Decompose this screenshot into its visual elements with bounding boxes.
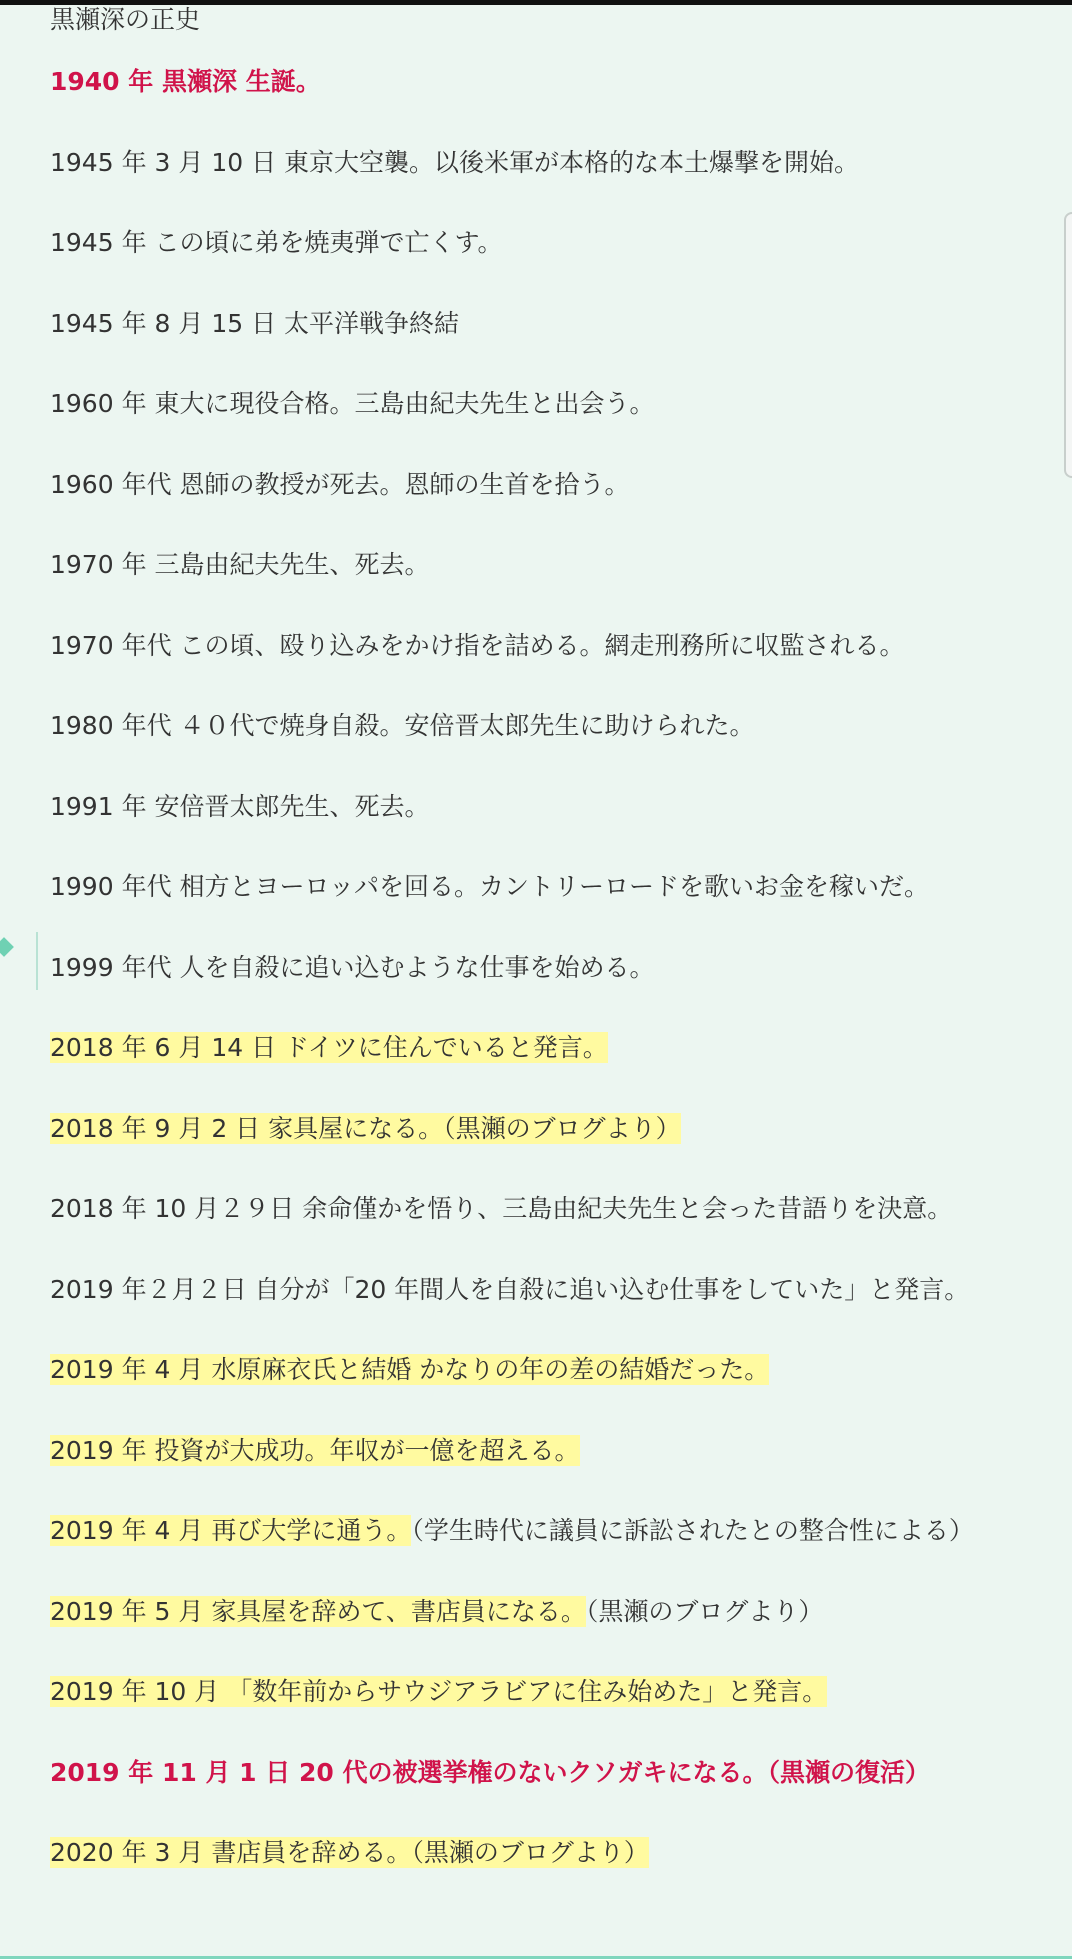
timeline-entry-text: 1991 年 安倍晋太郎先生、死去。: [50, 791, 430, 821]
timeline-entry: [50, 789, 430, 825]
timeline-entry: [50, 1513, 974, 1549]
scrollbar-handle[interactable]: [1064, 212, 1072, 478]
timeline-entry-text: 1940 年 黒瀬深 生誕。: [50, 67, 321, 96]
timeline-entry-text: 2019 年 4 月 再び大学に通う。: [50, 1516, 412, 1545]
timeline-entry-text: 1980 年代 ４０代で焼身自殺。安倍晋太郎先生に助けられた。: [50, 711, 755, 740]
timeline-entry: [50, 306, 459, 342]
timeline-entry-text: 1945 年 この頃に弟を焼夷弾で亡くす。: [50, 228, 503, 257]
timeline-entry-text: 2019 年２月２日 自分が「20 年間人を自殺に追い込む仕事をしていた」と発言。: [50, 1274, 970, 1304]
timeline-entry: [50, 1594, 823, 1630]
timeline-entry: [50, 1191, 952, 1227]
timeline-entry-text: 2019 年 11 月 1 日 20 代の被選挙権のないクソガキになる。（黒瀬の復活）: [50, 1757, 930, 1787]
timeline-entry-text: 1960 年 東大に現役合格。三島由紀夫先生と出会う。: [50, 389, 655, 418]
timeline-entry-text: （学生時代に議員に訴訟されたとの整合性による）: [411, 1516, 974, 1545]
timeline-entry-text: 1960 年代 恩師の教授が死去。恩師の生首を拾う。: [50, 469, 630, 499]
timeline-entry: [50, 869, 929, 905]
timeline-entry: [50, 628, 905, 664]
timeline-entry: [50, 1352, 769, 1388]
timeline-entry: [50, 225, 503, 261]
timeline-entry-text: 1945 年 8 月 15 日 太平洋戦争終結: [50, 308, 460, 338]
timeline-entry-text: 2019 年 10 月 「数年前からサウジアラビアに住み始めた」と発言。: [50, 1677, 828, 1706]
timeline-entry: [50, 145, 859, 181]
timeline-entry-text: 2020 年 3 月 書店員を辞める。（黒瀬のブログより）: [50, 1838, 649, 1867]
timeline-entry-text: 1990 年代 相方とヨーロッパを回る。カントリーロードを歌いお金を稼いだ。: [50, 872, 930, 901]
timeline-entry: [50, 1835, 649, 1871]
timeline-entry: [50, 1755, 930, 1791]
timeline-entry: [50, 1272, 969, 1308]
timeline-entry: [50, 467, 630, 503]
timeline-entry: [50, 1030, 608, 1066]
timeline-entry: [50, 64, 321, 100]
timeline-entry-text: 1970 年代 この頃、殴り込みをかけ指を詰める。網走刑務所に収監される。: [50, 630, 905, 660]
timeline-entry: [50, 1433, 580, 1469]
timeline-entry: [50, 1674, 827, 1710]
timeline-entry-text: 2018 年 6 月 14 日 ドイツに住んでいると発言。: [50, 1033, 608, 1062]
timeline-entry: [50, 708, 755, 744]
diamond-marker-icon[interactable]: [0, 937, 14, 957]
timeline-entry: [50, 1111, 681, 1147]
timeline-entry-text: 2019 年 5 月 家具屋を辞めて、書店員になる。: [50, 1596, 586, 1626]
timeline-entry-text: 1999 年代 人を自殺に追い込むような仕事を始める。: [50, 952, 655, 982]
timeline-entry: [50, 547, 430, 583]
timeline-entry-text: 1945 年 3 月 10 日 東京大空襲。以後米軍が本格的な本土爆撃を開始。: [50, 147, 860, 177]
timeline-entry-text: 2019 年 4 月 水原麻衣氏と結婚 かなりの年の差の結婚だった。: [50, 1355, 770, 1384]
timeline-entry-text: 1970 年 三島由紀夫先生、死去。: [50, 550, 430, 579]
timeline-entry-text: 2018 年 10 月２９日 余命僅かを悟り、三島由紀夫先生と会った昔語りを決意。: [50, 1194, 953, 1223]
page-title: 黒瀬深の正史: [50, 5, 201, 34]
timeline-entry-text: 2018 年 9 月 2 日 家具屋になる。（黒瀬のブログより）: [50, 1113, 681, 1143]
timeline-entry-text: （黒瀬のブログより）: [585, 1596, 824, 1626]
side-divider-line: [36, 932, 38, 990]
timeline-entry-text: 2019 年 投資が大成功。年収が一億を超える。: [50, 1435, 580, 1465]
timeline-entry: [50, 950, 655, 986]
timeline-entry: [50, 386, 655, 422]
